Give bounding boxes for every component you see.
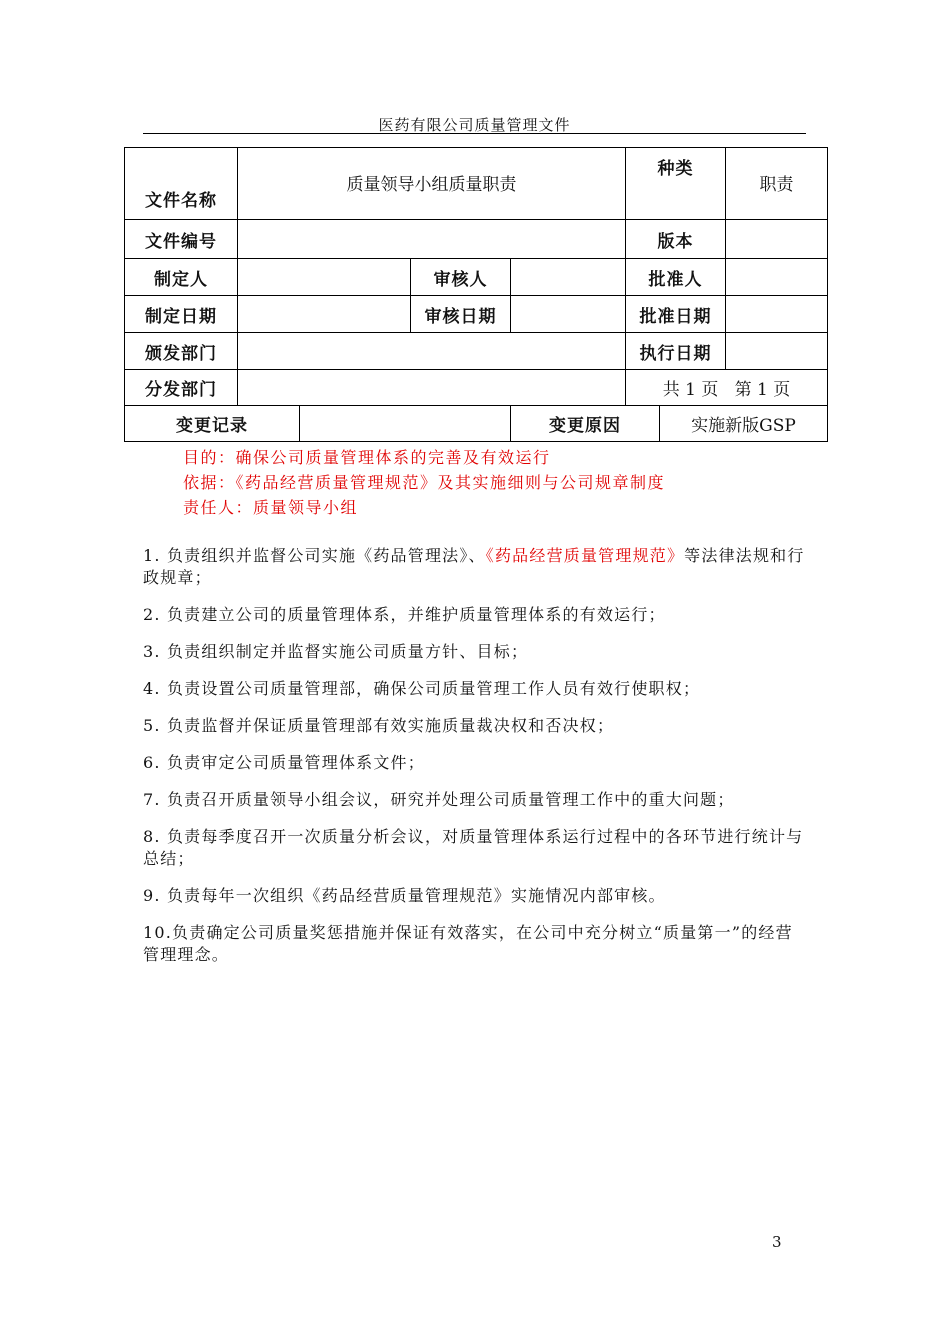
doc-number-label: 文件编号 xyxy=(125,220,238,259)
version-label: 版本 xyxy=(626,220,726,259)
effective-date-value xyxy=(726,333,828,370)
doc-number-value xyxy=(238,220,626,259)
page-number: 3 xyxy=(772,1233,782,1251)
duty-item-7: 7. 负责召开质量领导小组会议，研究并处理公司质量管理工作中的重大问题； xyxy=(143,790,735,809)
distribution-dept-value xyxy=(238,370,626,406)
change-record-label: 变更记录 xyxy=(125,406,300,442)
draft-date-value xyxy=(238,296,411,333)
category-label: 种类 xyxy=(626,148,726,220)
document-control-table xyxy=(124,147,828,442)
duty-item-6: 6. 负责审定公司质量管理体系文件； xyxy=(143,753,425,772)
distribution-dept-label: 分发部门 xyxy=(125,370,238,406)
review-date-value xyxy=(511,296,626,333)
reviewer-value xyxy=(511,259,626,296)
approve-date-label: 批准日期 xyxy=(626,296,726,333)
duty-1-regulation: 《药品经营质量管理规范》 xyxy=(485,546,685,565)
doc-name-value: 质量领导小组质量职责 xyxy=(238,148,626,220)
draft-date-label: 制定日期 xyxy=(125,296,238,333)
duty-item-4: 4. 负责设置公司质量管理部，确保公司质量管理工作人员有效行使职权； xyxy=(143,679,701,698)
intro-block xyxy=(183,445,665,520)
duty-item-10: 10.负责确定公司质量奖惩措施并保证有效落实，在公司中充分树立“质量第一”的经营管理理念。 xyxy=(143,923,793,964)
duty-item-9: 9. 负责每年一次组织《药品经营质量管理规范》实施情况内部审核。 xyxy=(143,886,666,905)
drafter-value xyxy=(238,259,411,296)
doc-name-label: 文件名称 xyxy=(125,148,238,220)
issuing-dept-label: 颁发部门 xyxy=(125,333,238,370)
reviewer-label: 审核人 xyxy=(411,259,511,296)
issuing-dept-value xyxy=(238,333,626,370)
change-reason-value: 实施新版GSP xyxy=(660,406,828,442)
page-info: 共 1 页 第 1 页 xyxy=(626,370,828,406)
change-record-value xyxy=(300,406,511,442)
duty-item-2: 2. 负责建立公司的质量管理体系，并维护质量管理体系的有效运行； xyxy=(143,605,666,624)
review-date-label: 审核日期 xyxy=(411,296,511,333)
duties-list xyxy=(143,545,808,981)
approver-label: 批准人 xyxy=(626,259,726,296)
duty-item-1 xyxy=(143,545,808,589)
category-value: 职责 xyxy=(726,148,828,220)
drafter-label: 制定人 xyxy=(125,259,238,296)
version-value xyxy=(726,220,828,259)
duty-item-8: 8. 负责每季度召开一次质量分析会议，对质量管理体系运行过程中的各环节进行统计与总结； xyxy=(143,827,804,868)
header-rule xyxy=(143,133,806,134)
duty-1-text-c: 等法律法规和行政规章； xyxy=(143,546,805,587)
responsible-line: 责任人：质量领导小组 xyxy=(183,498,359,517)
basis-line: 依据：《药品经营质量管理规范》及其实施细则与公司规章制度 xyxy=(183,473,666,492)
duty-item-5: 5. 负责监督并保证质量管理部有效实施质量裁决权和否决权； xyxy=(143,716,615,735)
change-reason-label: 变更原因 xyxy=(511,406,660,442)
duty-item-3: 3. 负责组织制定并监督实施公司质量方针、目标； xyxy=(143,642,529,661)
approver-value xyxy=(726,259,828,296)
purpose-line: 目的：确保公司质量管理体系的完善及有效运行 xyxy=(183,448,551,467)
duty-1-text-a: 1. 负责组织并监督公司实施《药品管理法》、 xyxy=(143,546,486,565)
page-header: 医药有限公司质量管理文件 xyxy=(378,116,571,134)
approve-date-value xyxy=(726,296,828,333)
effective-date-label: 执行日期 xyxy=(626,333,726,370)
